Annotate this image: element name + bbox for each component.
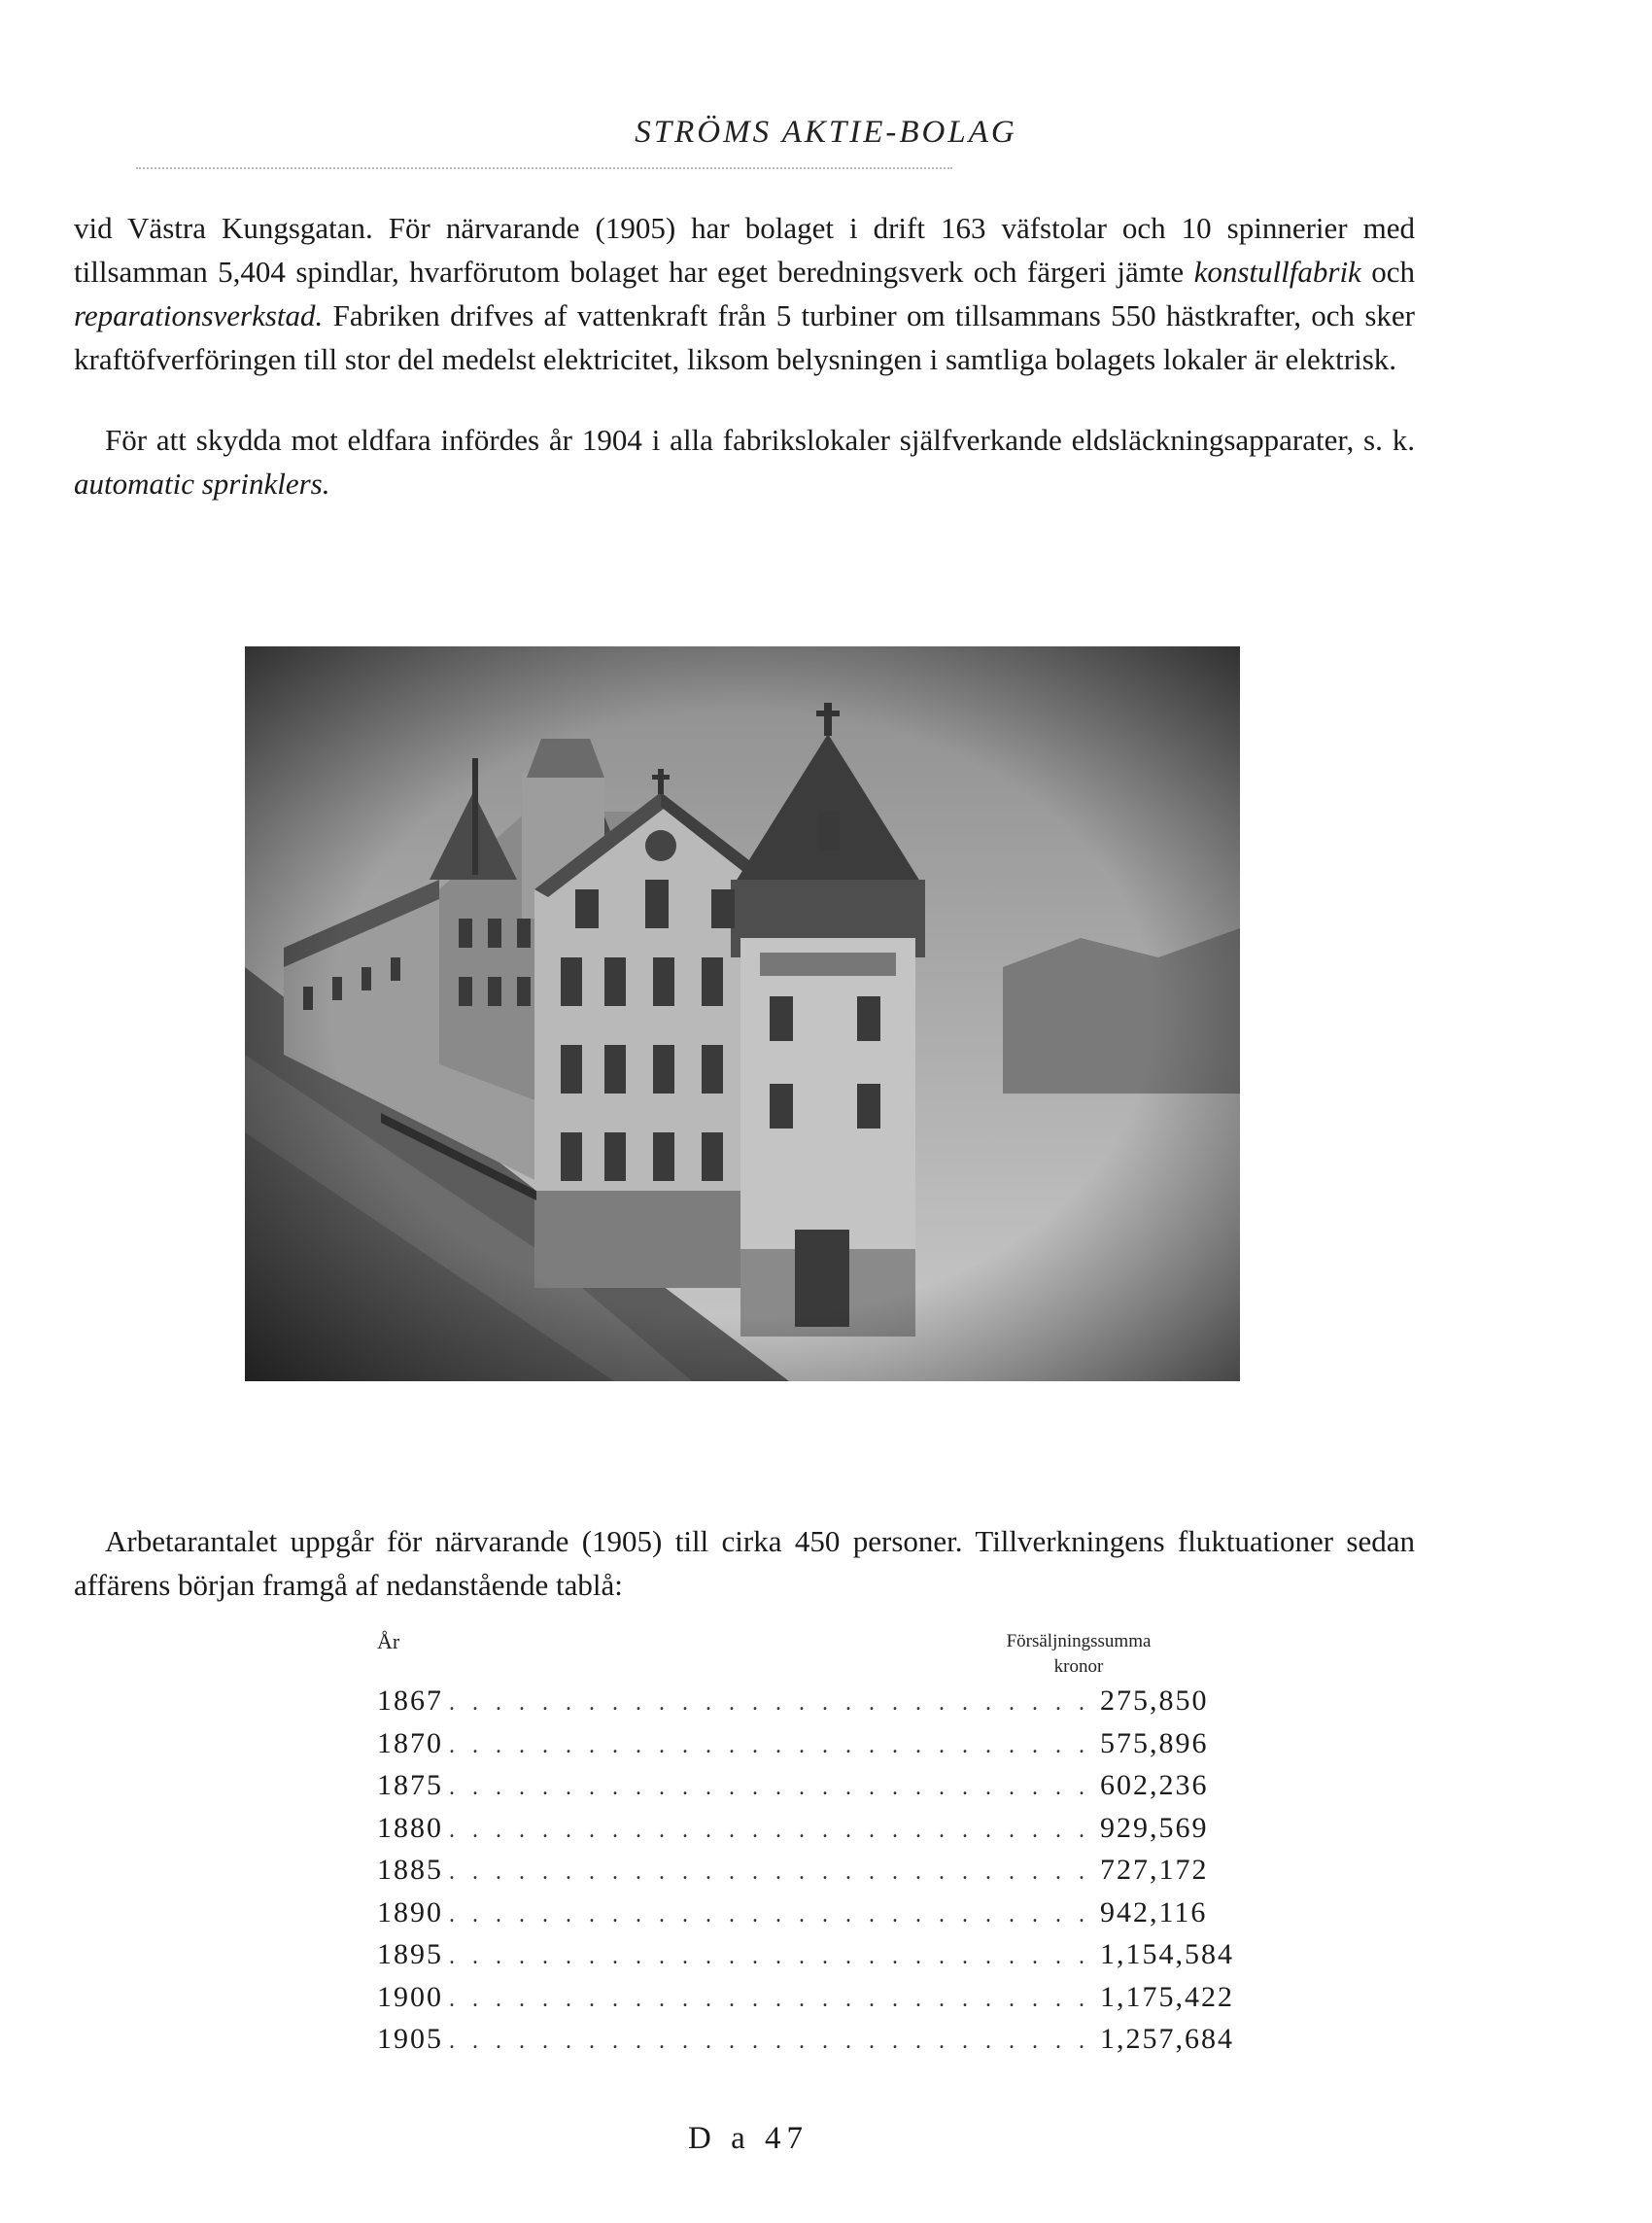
p2-text: För att skydda mot eldfara infördes år 1904 i alla fabrikslokaler själfverkande eldsläckningsapparater, s. k. <box>105 423 1415 457</box>
p1-text-c: Fabriken drifves af vattenkraft från 5 turbiner om tillsammans 550 hästkrafter, och sker kraftöfverföringen till stor del medelst elektricitet, liksom belysningen i samtliga bolagets lokaler är elektrisk. <box>74 298 1415 376</box>
table-cell-amount: 575,896 <box>1100 1726 1209 1759</box>
sales-sum-header-line-1: Försäljningssumma <box>1006 1631 1152 1651</box>
table-cell-amount: 942,116 <box>1100 1895 1208 1928</box>
table-cell-year: 1885 <box>377 1854 443 1886</box>
dot-leader: . . . . . . . . . . . . . . . . . . . . . . . . . . . . <box>449 1901 1090 1928</box>
table-cell-amount: 275,850 <box>1100 1685 1209 1717</box>
factory-photo-illustration <box>245 646 1240 1381</box>
table-cell-year: 1867 <box>377 1685 443 1717</box>
sales-table <box>377 1685 1234 2066</box>
table-row <box>377 1769 1209 1812</box>
factory-photograph <box>245 646 1240 1381</box>
table-cell-year: 1905 <box>377 2023 443 2055</box>
table-cell-year: 1875 <box>377 1769 443 1801</box>
p1-italic-term-1: konstullfabrik <box>1193 255 1361 289</box>
dot-leader: . . . . . . . . . . . . . . . . . . . . . . . . . . . . <box>449 1817 1090 1843</box>
table-row <box>377 1895 1208 1939</box>
p1-text-b: och <box>1360 255 1416 289</box>
p1-text-a: vid Västra Kungsgatan. För närvarande (1905) har bolaget i drift 163 väfstolar och 10 spinnerier med tillsamman 5,404 spindlar, hvarförutom bolaget har eget beredningsverk och färgeri jämte <box>74 211 1415 289</box>
table-cell-amount: 602,236 <box>1100 1769 1209 1801</box>
running-title: STRÖMS AKTIE-BOLAG <box>635 115 1017 150</box>
table-row <box>377 1980 1234 2024</box>
dot-leader: . . . . . . . . . . . . . . . . . . . . . . . . . . . . <box>449 1986 1090 2012</box>
dot-leader: . . . . . . . . . . . . . . . . . . . . . . . . . . . . <box>449 1944 1090 1969</box>
column-header-sales-sum <box>952 1629 1205 1680</box>
table-cell-amount: 1,154,584 <box>1100 1938 1234 1970</box>
table-row <box>377 1726 1209 1770</box>
table-cell-amount: 1,175,422 <box>1100 1980 1234 2013</box>
table-cell-amount: 727,172 <box>1100 1854 1209 1886</box>
table-row <box>377 2023 1234 2066</box>
table-cell-year: 1900 <box>377 1980 443 2013</box>
page-number: D a 47 <box>688 2121 809 2156</box>
table-row <box>377 1938 1234 1981</box>
sales-sum-header-line-2: kronor <box>1053 1656 1104 1677</box>
table-cell-year: 1895 <box>377 1938 443 1970</box>
paragraph-fire-protection <box>74 418 1415 505</box>
dot-leader: . . . . . . . . . . . . . . . . . . . . . . . . . . . . <box>449 1859 1090 1885</box>
table-row <box>377 1685 1209 1727</box>
paragraph-factory-description <box>74 206 1415 381</box>
table-cell-year: 1880 <box>377 1811 443 1844</box>
column-header-year: År <box>377 1629 400 1653</box>
table-row <box>377 1854 1209 1896</box>
p2-italic-term: automatic sprinklers. <box>74 467 330 501</box>
dot-leader: . . . . . . . . . . . . . . . . . . . . . . . . . . . . <box>449 2029 1090 2054</box>
table-cell-year: 1870 <box>377 1726 443 1759</box>
table-row <box>377 1811 1209 1855</box>
dot-leader: . . . . . . . . . . . . . . . . . . . . . . . . . . . . <box>449 1690 1090 1716</box>
p1-italic-term-2: reparationsverkstad. <box>74 298 324 332</box>
table-cell-year: 1890 <box>377 1895 443 1928</box>
table-cell-amount: 1,257,684 <box>1100 2023 1234 2055</box>
dot-leader: . . . . . . . . . . . . . . . . . . . . . . . . . . . . <box>449 1775 1090 1800</box>
dot-leader: . . . . . . . . . . . . . . . . . . . . . . . . . . . . <box>449 1732 1090 1758</box>
header-divider <box>136 167 952 169</box>
table-cell-amount: 929,569 <box>1100 1811 1209 1844</box>
paragraph-workforce-intro: Arbetarantalet uppgår för närvarande (1905) till cirka 450 personer. Tillverkningens fluktuationer sedan affärens början framgå af nedanstående tablå: <box>74 1524 1415 1602</box>
